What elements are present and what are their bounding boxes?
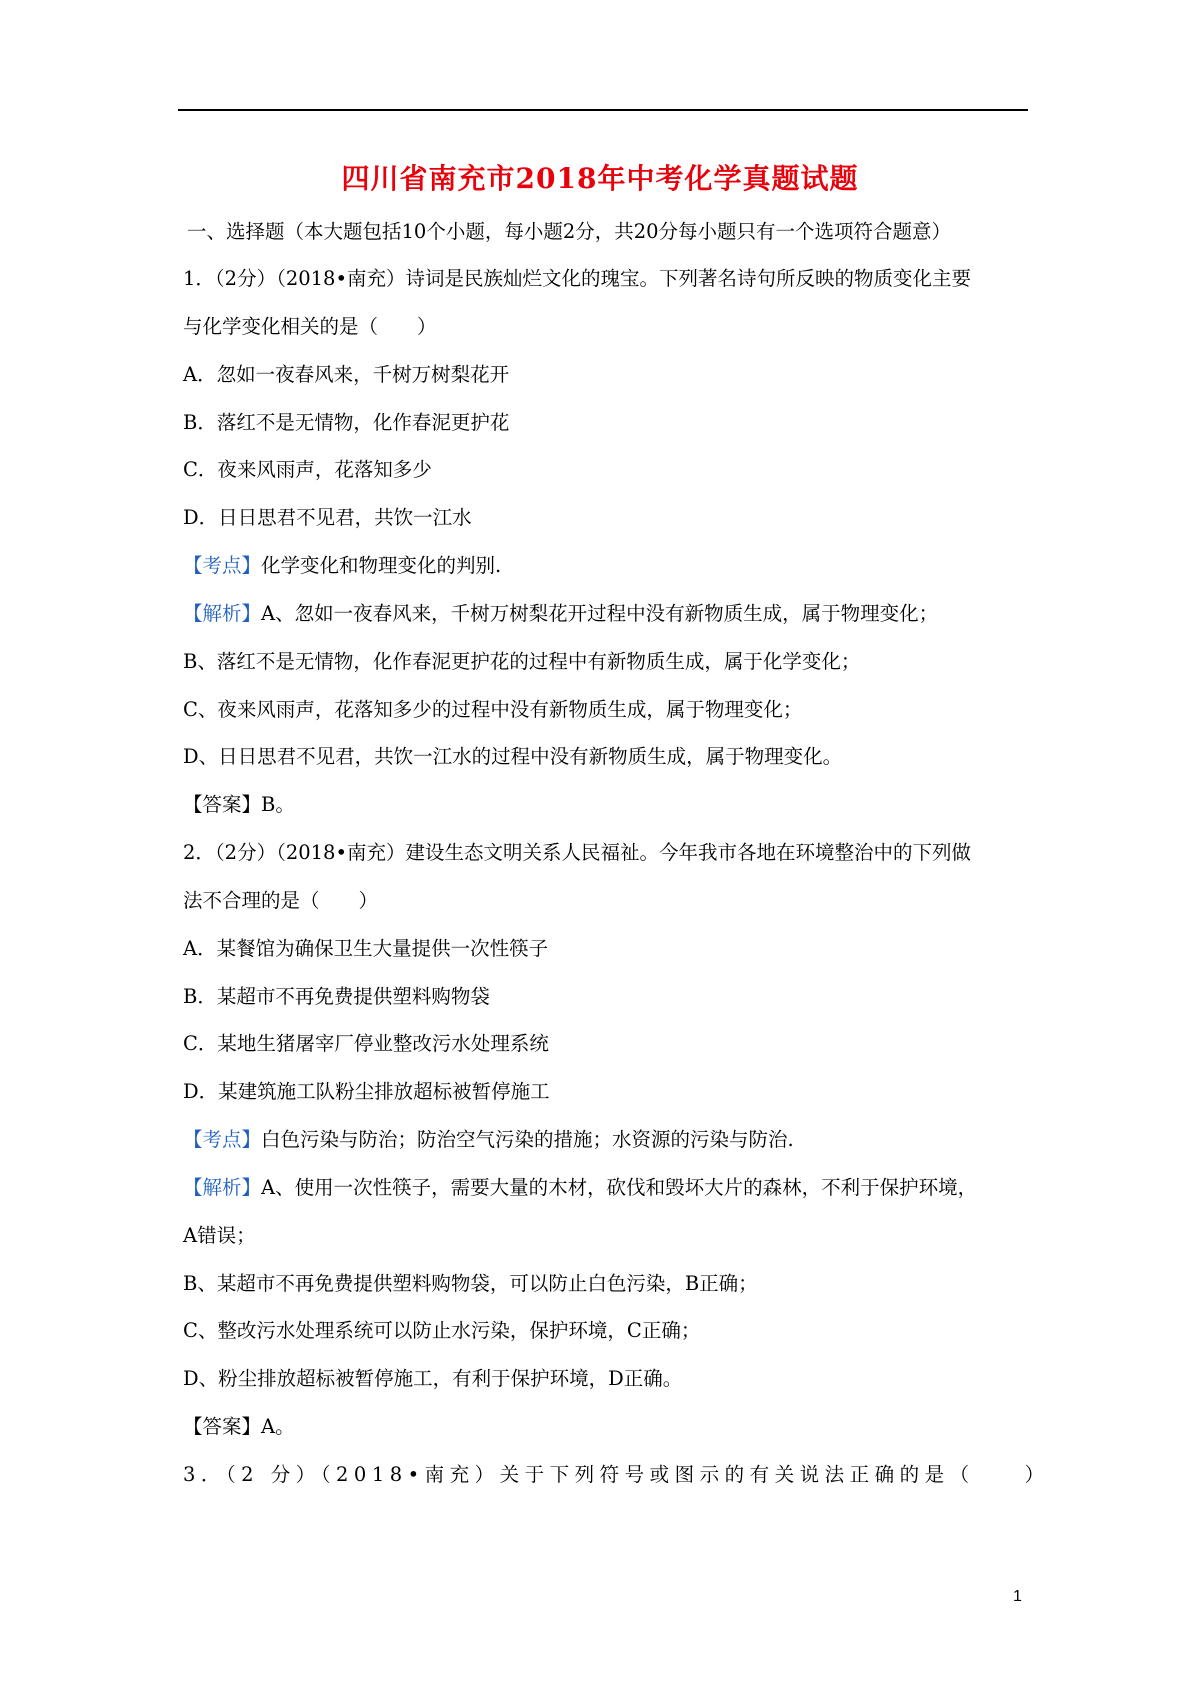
q2-jiexi-line3: B、某超市不再免费提供塑料购物袋，可以防止白色污染，B正确； [183,1272,758,1295]
q2-jiexi-line4: C、整改污水处理系统可以防止水污染，保护环境，C正确； [183,1319,701,1342]
q2-option-d: D．某建筑施工队粉尘排放超标被暂停施工 [183,1080,550,1103]
q2-kaodian [183,1126,794,1154]
page-number: 1 [1013,1588,1022,1605]
kaodian-tag: 【考点】 [183,1128,262,1151]
q2-jiexi-line2: A错误； [183,1224,256,1247]
page-title: 四川省南充市2018年中考化学真题试题 [341,162,859,195]
q2-option-a: A．某餐馆为确保卫生大量提供一次性筷子 [183,937,549,960]
q1-option-a: A．忽如一夜春风来，千树万树梨花开 [183,363,510,386]
q2-option-c: C．某地生猪屠宰厂停业整改污水处理系统 [183,1032,549,1055]
q1-option-d: D．日日思君不见君，共饮一江水 [183,506,472,529]
q1-stem-line1: 1．（2分）（2018•南充）诗词是民族灿烂文化的瑰宝。下列著名诗句所反映的物质变化主要 [183,267,971,290]
jiexi-text: A、忽如一夜春风来，千树万树梨花开过程中没有新物质生成，属于物理变化； [261,602,939,625]
jiexi-tag: 【解析】 [183,1176,262,1199]
kaodian-tag: 【考点】 [183,554,262,577]
q1-jiexi-line4: D、日日思君不见君，共饮一江水的过程中没有新物质生成，属于物理变化。 [183,745,843,768]
kaodian-text: 白色污染与防治；防治空气污染的措施；水资源的污染与防治. [261,1128,794,1151]
q1-jiexi-line3: C、夜来风雨声，花落知多少的过程中没有新物质生成，属于物理变化； [183,698,803,721]
q2-jiexi-line5: D、粉尘排放超标被暂停施工，有利于保护环境，D正确。 [183,1367,683,1390]
q2-answer: 【答案】A。 [183,1415,295,1438]
header-rule [178,109,1028,111]
q2-stem-line2: 法不合理的是（ ） [183,889,379,912]
section-heading: 一、选择题（本大题包括10个小题，每小题2分，共20分每小题只有一个选项符合题意） [187,220,952,243]
q1-stem-line2: 与化学变化相关的是（ ） [183,315,437,338]
q1-option-c: C．夜来风雨声，花落知多少 [183,458,432,481]
q1-jiexi-line2: B、落红不是无情物，化作春泥更护花的过程中有新物质生成，属于化学变化； [183,650,861,673]
jiexi-tag: 【解析】 [183,602,262,625]
q2-option-b: B．某超市不再免费提供塑料购物袋 [183,985,490,1008]
q1-jiexi-line1 [183,600,938,628]
q3-stem-line1: 3．（2 分）（2018•南充）关于下列符号或图示的有关说法正确的是（ ） [183,1463,1050,1486]
q1-answer: 【答案】B。 [183,793,295,816]
kaodian-text: 化学变化和物理变化的判别. [261,554,502,577]
q1-kaodian [183,552,501,580]
jiexi-text: A、使用一次性筷子，需要大量的木材，砍伐和毁坏大片的森林，不利于保护环境， [261,1176,978,1199]
q2-jiexi-line1 [183,1174,977,1202]
q1-option-b: B．落红不是无情物，化作春泥更护花 [183,411,510,434]
q2-stem-line1: 2．（2分）（2018•南充）建设生态文明关系人民福祉。今年我市各地在环境整治中的下列做 [183,841,971,864]
